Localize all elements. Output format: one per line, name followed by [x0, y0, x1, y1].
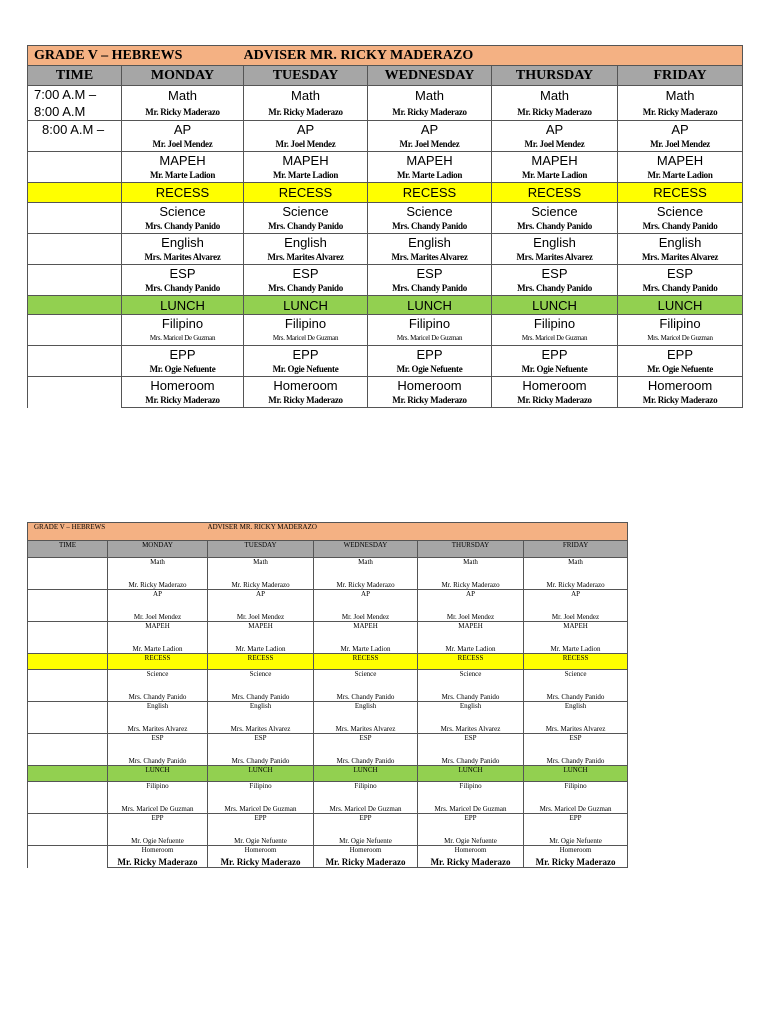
- large-teacher-row: [28, 137, 743, 152]
- lunch-cell: LUNCH: [618, 296, 743, 315]
- time-cell: [28, 234, 122, 265]
- teacher-cell: Mr. Ogie Nefuente: [524, 831, 628, 846]
- subject-cell: MAPEH: [492, 152, 618, 169]
- small-subject-row: [28, 670, 628, 688]
- subject-cell: Science: [108, 670, 208, 688]
- teacher-cell: Mrs. Maricel De Guzman: [122, 331, 244, 346]
- time-cell: [28, 86, 122, 121]
- time-text: 8:00 A.M: [34, 104, 86, 119]
- time-text: 7:00 A.M –: [34, 87, 97, 102]
- teacher-cell: Mr. Ricky Maderazo: [122, 393, 244, 408]
- teacher-cell: Mrs. Marites Alvarez: [122, 250, 244, 265]
- subject-cell: English: [492, 234, 618, 251]
- small-teacher-row: [28, 687, 628, 702]
- subject-cell: Filipino: [492, 315, 618, 332]
- teacher-cell: Mr. Ricky Maderazo: [492, 104, 618, 120]
- subject-cell: Homeroom: [492, 377, 618, 394]
- teacher-cell: Mr. Joel Mendez: [122, 137, 244, 152]
- large-subject-row: [28, 346, 743, 363]
- teacher-cell: Mr. Ogie Nefuente: [368, 362, 492, 377]
- subject-cell: English: [122, 234, 244, 251]
- teacher-cell: Mr. Ricky Maderazo: [618, 393, 743, 408]
- time-cell: [28, 558, 108, 590]
- small-subject-row: [28, 782, 628, 800]
- subject-cell: AP: [108, 590, 208, 608]
- day-header: TUESDAY: [244, 66, 368, 86]
- time-cell: [28, 654, 108, 670]
- teacher-cell: Mrs. Chandy Panido: [108, 687, 208, 702]
- recess-cell: RECESS: [244, 183, 368, 203]
- day-header: MONDAY: [108, 541, 208, 558]
- teacher-cell: Mr. Ricky Maderazo: [314, 856, 418, 868]
- subject-cell: EPP: [492, 346, 618, 363]
- large-teacher-row: [28, 362, 743, 377]
- subject-cell: Math: [418, 558, 524, 576]
- time-cell: [28, 265, 122, 296]
- subject-cell: EPP: [418, 814, 524, 832]
- day-header: FRIDAY: [524, 541, 628, 558]
- teacher-cell: Mr. Marte Ladion: [524, 639, 628, 654]
- lunch-cell: LUNCH: [314, 766, 418, 782]
- adviser-title: ADVISER MR. RICKY MADERAZO: [244, 46, 743, 66]
- lunch-cell: LUNCH: [368, 296, 492, 315]
- large-teacher-row: [28, 219, 743, 234]
- subject-cell: ESP: [618, 265, 743, 282]
- teacher-cell: Mr. Ogie Nefuente: [108, 831, 208, 846]
- grade-title: GRADE V – HEBREWS: [28, 523, 208, 541]
- teacher-cell: Mrs. Chandy Panido: [618, 281, 743, 296]
- lunch-cell: LUNCH: [492, 296, 618, 315]
- schedule-table-small: [27, 522, 628, 868]
- large-teacher-row: [28, 393, 743, 408]
- teacher-cell: Mr. Joel Mendez: [524, 607, 628, 622]
- subject-cell: Filipino: [108, 782, 208, 800]
- subject-cell: Math: [208, 558, 314, 576]
- subject-cell: EPP: [208, 814, 314, 832]
- subject-cell: MAPEH: [122, 152, 244, 169]
- teacher-cell: Mrs. Chandy Panido: [418, 687, 524, 702]
- time-cell: [28, 670, 108, 702]
- teacher-cell: Mr. Marte Ladion: [208, 639, 314, 654]
- subject-cell: English: [368, 234, 492, 251]
- teacher-cell: Mrs. Chandy Panido: [122, 281, 244, 296]
- large-subject-row: [28, 315, 743, 332]
- subject-cell: English: [208, 702, 314, 720]
- teacher-cell: Mr. Marte Ladion: [418, 639, 524, 654]
- teacher-cell: Mr. Ogie Nefuente: [618, 362, 743, 377]
- time-cell: [28, 296, 122, 315]
- subject-cell: ESP: [314, 734, 418, 752]
- recess-cell: RECESS: [418, 654, 524, 670]
- subject-cell: EPP: [314, 814, 418, 832]
- teacher-cell: Mrs. Chandy Panido: [244, 281, 368, 296]
- teacher-cell: Mrs. Chandy Panido: [492, 281, 618, 296]
- large-teacher-row: [28, 331, 743, 346]
- subject-cell: Science: [122, 203, 244, 220]
- recess-cell: RECESS: [368, 183, 492, 203]
- large-subject-row: [28, 86, 743, 105]
- subject-cell: EPP: [368, 346, 492, 363]
- small-subject-row: [28, 590, 628, 608]
- subject-cell: MAPEH: [418, 622, 524, 640]
- teacher-cell: Mr. Marte Ladion: [122, 168, 244, 183]
- time-cell: [28, 702, 108, 734]
- teacher-cell: Mr. Marte Ladion: [368, 168, 492, 183]
- teacher-cell: Mr. Ricky Maderazo: [108, 575, 208, 590]
- subject-cell: Math: [368, 86, 492, 105]
- subject-cell: Homeroom: [368, 377, 492, 394]
- subject-cell: ESP: [492, 265, 618, 282]
- day-header: THURSDAY: [492, 66, 618, 86]
- subject-cell: Homeroom: [314, 846, 418, 857]
- time-cell: [28, 766, 108, 782]
- teacher-cell: Mrs. Chandy Panido: [108, 751, 208, 766]
- teacher-cell: Mrs. Marites Alvarez: [418, 719, 524, 734]
- subject-cell: Filipino: [122, 315, 244, 332]
- small-header-row: [28, 541, 628, 558]
- subject-cell: Filipino: [524, 782, 628, 800]
- teacher-cell: Mrs. Maricel De Guzman: [108, 799, 208, 814]
- subject-cell: English: [524, 702, 628, 720]
- small-subject-row: [28, 702, 628, 720]
- teacher-cell: Mr. Joel Mendez: [244, 137, 368, 152]
- large-subject-row: [28, 377, 743, 394]
- subject-cell: ESP: [244, 265, 368, 282]
- teacher-cell: Mr. Ricky Maderazo: [418, 856, 524, 868]
- teacher-cell: Mrs. Chandy Panido: [524, 687, 628, 702]
- recess-cell: RECESS: [524, 654, 628, 670]
- subject-cell: ESP: [108, 734, 208, 752]
- teacher-cell: Mrs. Maricel De Guzman: [418, 799, 524, 814]
- small-subject-row: [28, 558, 628, 576]
- teacher-cell: Mr. Ogie Nefuente: [244, 362, 368, 377]
- large-subject-row: [28, 203, 743, 220]
- teacher-cell: Mr. Joel Mendez: [418, 607, 524, 622]
- subject-cell: Science: [492, 203, 618, 220]
- subject-cell: Science: [368, 203, 492, 220]
- subject-cell: Homeroom: [122, 377, 244, 394]
- small-teacher-row: [28, 751, 628, 766]
- teacher-cell: Mr. Ricky Maderazo: [524, 856, 628, 868]
- day-header: FRIDAY: [618, 66, 743, 86]
- small-subject-row: [28, 846, 628, 857]
- subject-cell: Homeroom: [618, 377, 743, 394]
- subject-cell: AP: [314, 590, 418, 608]
- subject-cell: Homeroom: [524, 846, 628, 857]
- time-cell: [28, 183, 122, 203]
- large-teacher-row: [28, 104, 743, 120]
- large-subject-row: [28, 265, 743, 282]
- subject-cell: Filipino: [618, 315, 743, 332]
- teacher-cell: Mrs. Chandy Panido: [314, 687, 418, 702]
- day-header: WEDNESDAY: [314, 541, 418, 558]
- teacher-cell: Mr. Ricky Maderazo: [524, 575, 628, 590]
- small-recess-row: [28, 654, 628, 670]
- time-cell: [28, 846, 108, 868]
- teacher-cell: Mrs. Marites Alvarez: [618, 250, 743, 265]
- small-subject-row: [28, 622, 628, 640]
- lunch-cell: LUNCH: [208, 766, 314, 782]
- teacher-cell: Mrs. Chandy Panido: [244, 219, 368, 234]
- time-cell: [28, 590, 108, 622]
- subject-cell: EPP: [244, 346, 368, 363]
- teacher-cell: Mr. Ogie Nefuente: [492, 362, 618, 377]
- teacher-cell: Mr. Ricky Maderazo: [492, 393, 618, 408]
- time-cell: [28, 152, 122, 183]
- teacher-cell: Mrs. Chandy Panido: [524, 751, 628, 766]
- teacher-cell: Mrs. Maricel De Guzman: [244, 331, 368, 346]
- teacher-cell: Mr. Marte Ladion: [108, 639, 208, 654]
- subject-cell: English: [418, 702, 524, 720]
- recess-cell: RECESS: [208, 654, 314, 670]
- subject-cell: Homeroom: [208, 846, 314, 857]
- schedule-table-large: [27, 45, 743, 408]
- subject-cell: MAPEH: [314, 622, 418, 640]
- lunch-cell: LUNCH: [418, 766, 524, 782]
- subject-cell: EPP: [618, 346, 743, 363]
- subject-cell: AP: [524, 590, 628, 608]
- lunch-cell: LUNCH: [524, 766, 628, 782]
- time-cell: [28, 121, 122, 152]
- teacher-cell: Mr. Marte Ladion: [314, 639, 418, 654]
- small-teacher-row: [28, 799, 628, 814]
- subject-cell: Science: [418, 670, 524, 688]
- teacher-cell: Mrs. Marites Alvarez: [314, 719, 418, 734]
- time-cell: [28, 734, 108, 766]
- large-subject-row: [28, 152, 743, 169]
- teacher-cell: Mr. Ricky Maderazo: [618, 104, 743, 120]
- large-teacher-row: [28, 168, 743, 183]
- small-teacher-row: [28, 607, 628, 622]
- teacher-cell: Mrs. Marites Alvarez: [108, 719, 208, 734]
- time-cell: [28, 346, 122, 377]
- subject-cell: MAPEH: [618, 152, 743, 169]
- time-cell: [28, 622, 108, 654]
- time-header: TIME: [28, 541, 108, 558]
- subject-cell: ESP: [418, 734, 524, 752]
- small-subject-row: [28, 734, 628, 752]
- subject-cell: Math: [314, 558, 418, 576]
- subject-cell: ESP: [122, 265, 244, 282]
- subject-cell: Filipino: [208, 782, 314, 800]
- teacher-cell: Mrs. Marites Alvarez: [492, 250, 618, 265]
- subject-cell: EPP: [108, 814, 208, 832]
- teacher-cell: Mrs. Chandy Panido: [314, 751, 418, 766]
- subject-cell: AP: [244, 121, 368, 138]
- teacher-cell: Mr. Ogie Nefuente: [122, 362, 244, 377]
- teacher-cell: Mr. Marte Ladion: [492, 168, 618, 183]
- large-recess-row: [28, 183, 743, 203]
- recess-cell: RECESS: [618, 183, 743, 203]
- recess-cell: RECESS: [314, 654, 418, 670]
- teacher-cell: Mrs. Marites Alvarez: [244, 250, 368, 265]
- teacher-cell: Mr. Ogie Nefuente: [418, 831, 524, 846]
- subject-cell: Science: [244, 203, 368, 220]
- subject-cell: MAPEH: [368, 152, 492, 169]
- subject-cell: Math: [122, 86, 244, 105]
- teacher-cell: Mr. Ricky Maderazo: [122, 104, 244, 120]
- lunch-cell: LUNCH: [108, 766, 208, 782]
- teacher-cell: Mrs. Marites Alvarez: [368, 250, 492, 265]
- teacher-cell: Mrs. Chandy Panido: [492, 219, 618, 234]
- large-title-row: [28, 46, 743, 66]
- subject-cell: English: [314, 702, 418, 720]
- small-lunch-row: [28, 766, 628, 782]
- teacher-cell: Mr. Joel Mendez: [108, 607, 208, 622]
- subject-cell: Math: [108, 558, 208, 576]
- teacher-cell: Mr. Ricky Maderazo: [244, 104, 368, 120]
- day-header: WEDNESDAY: [368, 66, 492, 86]
- subject-cell: Filipino: [314, 782, 418, 800]
- subject-cell: Filipino: [368, 315, 492, 332]
- grade-title: GRADE V – HEBREWS: [28, 46, 244, 66]
- teacher-cell: Mr. Ricky Maderazo: [108, 856, 208, 868]
- small-title-row: [28, 523, 628, 541]
- subject-cell: MAPEH: [524, 622, 628, 640]
- teacher-cell: Mr. Ricky Maderazo: [244, 393, 368, 408]
- subject-cell: AP: [618, 121, 743, 138]
- subject-cell: EPP: [524, 814, 628, 832]
- teacher-cell: Mr. Ricky Maderazo: [368, 393, 492, 408]
- subject-cell: MAPEH: [244, 152, 368, 169]
- subject-cell: MAPEH: [108, 622, 208, 640]
- large-header-row: [28, 66, 743, 86]
- subject-cell: Math: [618, 86, 743, 105]
- teacher-cell: Mrs. Marites Alvarez: [208, 719, 314, 734]
- teacher-cell: Mrs. Maricel De Guzman: [368, 331, 492, 346]
- teacher-cell: Mrs. Maricel De Guzman: [314, 799, 418, 814]
- teacher-cell: Mr. Joel Mendez: [368, 137, 492, 152]
- time-cell: [28, 814, 108, 846]
- teacher-cell: Mrs. Maricel De Guzman: [618, 331, 743, 346]
- large-teacher-row: [28, 250, 743, 265]
- lunch-cell: LUNCH: [122, 296, 244, 315]
- subject-cell: Science: [208, 670, 314, 688]
- teacher-cell: Mr. Marte Ladion: [244, 168, 368, 183]
- teacher-cell: Mr. Ogie Nefuente: [314, 831, 418, 846]
- teacher-cell: Mrs. Chandy Panido: [122, 219, 244, 234]
- teacher-cell: Mr. Ricky Maderazo: [368, 104, 492, 120]
- large-subject-row: [28, 121, 743, 138]
- subject-cell: Filipino: [418, 782, 524, 800]
- subject-cell: Math: [244, 86, 368, 105]
- lunch-cell: LUNCH: [244, 296, 368, 315]
- day-header: TUESDAY: [208, 541, 314, 558]
- subject-cell: Math: [492, 86, 618, 105]
- subject-cell: Filipino: [244, 315, 368, 332]
- day-header: THURSDAY: [418, 541, 524, 558]
- time-text: 8:00 A.M –: [42, 122, 105, 137]
- teacher-cell: Mrs. Chandy Panido: [618, 219, 743, 234]
- small-teacher-row: [28, 831, 628, 846]
- small-teacher-row: [28, 719, 628, 734]
- subject-cell: Science: [618, 203, 743, 220]
- subject-cell: AP: [492, 121, 618, 138]
- subject-cell: Science: [314, 670, 418, 688]
- teacher-cell: Mrs. Chandy Panido: [418, 751, 524, 766]
- large-lunch-row: [28, 296, 743, 315]
- time-cell: [28, 377, 122, 408]
- subject-cell: MAPEH: [208, 622, 314, 640]
- time-header: TIME: [28, 66, 122, 86]
- teacher-cell: Mr. Joel Mendez: [208, 607, 314, 622]
- teacher-cell: Mr. Ogie Nefuente: [208, 831, 314, 846]
- teacher-cell: Mrs. Chandy Panido: [208, 751, 314, 766]
- teacher-cell: Mr. Ricky Maderazo: [208, 575, 314, 590]
- time-cell: [28, 203, 122, 234]
- teacher-cell: Mr. Joel Mendez: [314, 607, 418, 622]
- teacher-cell: Mr. Ricky Maderazo: [208, 856, 314, 868]
- recess-cell: RECESS: [492, 183, 618, 203]
- teacher-cell: Mr. Ricky Maderazo: [314, 575, 418, 590]
- teacher-cell: Mr. Ricky Maderazo: [418, 575, 524, 590]
- subject-cell: Science: [524, 670, 628, 688]
- subject-cell: AP: [368, 121, 492, 138]
- teacher-cell: Mrs. Maricel De Guzman: [492, 331, 618, 346]
- teacher-cell: Mrs. Chandy Panido: [208, 687, 314, 702]
- teacher-cell: Mr. Joel Mendez: [492, 137, 618, 152]
- subject-cell: AP: [122, 121, 244, 138]
- teacher-cell: Mr. Joel Mendez: [618, 137, 743, 152]
- subject-cell: AP: [418, 590, 524, 608]
- time-cell: [28, 315, 122, 346]
- teacher-cell: Mrs. Maricel De Guzman: [524, 799, 628, 814]
- large-teacher-row: [28, 281, 743, 296]
- small-teacher-row: [28, 856, 628, 868]
- subject-cell: ESP: [208, 734, 314, 752]
- day-header: MONDAY: [122, 66, 244, 86]
- large-subject-row: [28, 234, 743, 251]
- subject-cell: EPP: [122, 346, 244, 363]
- teacher-cell: Mrs. Marites Alvarez: [524, 719, 628, 734]
- adviser-title: ADVISER MR. RICKY MADERAZO: [208, 523, 628, 541]
- time-cell: [28, 782, 108, 814]
- subject-cell: Homeroom: [418, 846, 524, 857]
- teacher-cell: Mrs. Chandy Panido: [368, 281, 492, 296]
- subject-cell: Homeroom: [108, 846, 208, 857]
- small-teacher-row: [28, 639, 628, 654]
- subject-cell: English: [618, 234, 743, 251]
- subject-cell: AP: [208, 590, 314, 608]
- subject-cell: English: [108, 702, 208, 720]
- small-teacher-row: [28, 575, 628, 590]
- recess-cell: RECESS: [108, 654, 208, 670]
- recess-cell: RECESS: [122, 183, 244, 203]
- subject-cell: English: [244, 234, 368, 251]
- small-subject-row: [28, 814, 628, 832]
- subject-cell: Homeroom: [244, 377, 368, 394]
- subject-cell: ESP: [524, 734, 628, 752]
- subject-cell: ESP: [368, 265, 492, 282]
- teacher-cell: Mrs. Maricel De Guzman: [208, 799, 314, 814]
- teacher-cell: Mr. Marte Ladion: [618, 168, 743, 183]
- subject-cell: Math: [524, 558, 628, 576]
- teacher-cell: Mrs. Chandy Panido: [368, 219, 492, 234]
